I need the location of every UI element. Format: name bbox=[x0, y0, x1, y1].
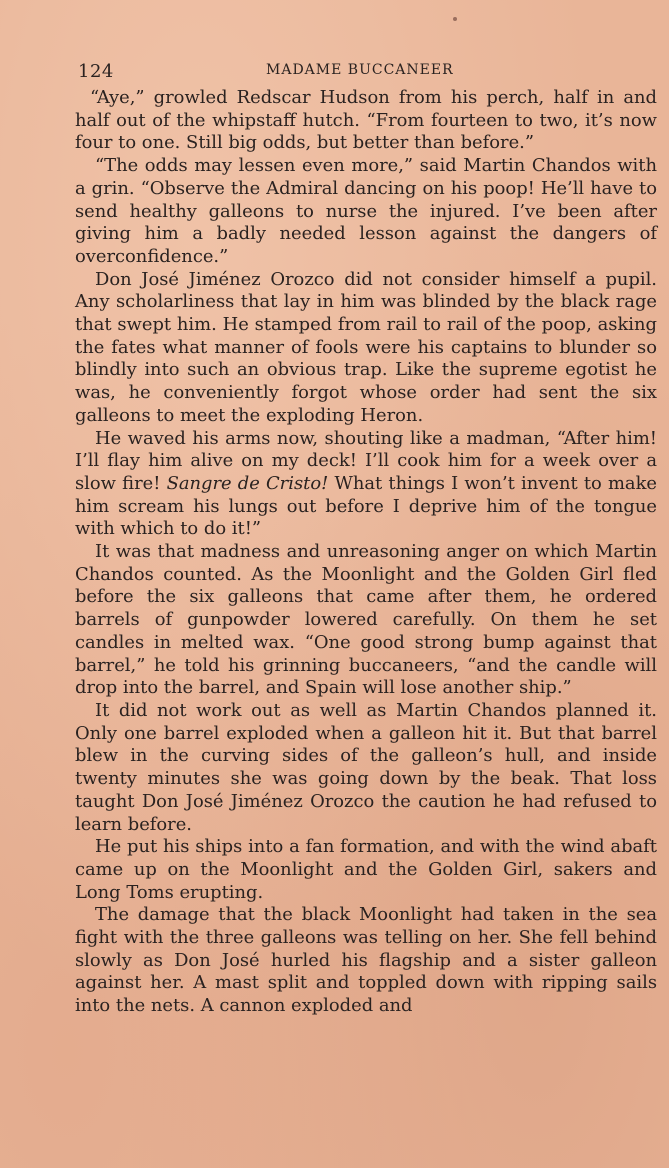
paragraph-7: He put his ships into a fan formation, and with the wind abaft came up on the Moonlight and the Golden Girl, sakers and Long Toms erupting. bbox=[75, 836, 657, 903]
paper-speck bbox=[453, 17, 457, 21]
running-head bbox=[78, 61, 648, 83]
paragraph-4 bbox=[75, 428, 657, 542]
paragraph-4-text-before: He waved his arms now, shouting like a madman, “After him! I’ll flay him alive on my deck! I’ll cook him for a week over a slow fire! bbox=[75, 427, 657, 494]
paragraph-8: The damage that the black Moonlight had taken in the sea fight with the three galleons was telling on her. She fell behind slowly as Don José hurled his flagship and a sister galleon against her. A mast split and toppled down with ripping sails into the nets. A cannon exploded and bbox=[75, 904, 657, 1017]
paragraph-4-text-after: What things I won’t invent to make him scream his lungs out before I deprive him of the tongue with which to do it!” bbox=[75, 472, 657, 540]
paragraph-3: Don José Jiménez Orozco did not consider himself a pupil. Any scholarliness that lay in him was blinded by the black rage that swept him. He stamped from rail to rail of the poop, asking the fates what manner of fools were his captains to blunder so blindly into such an obvious trap. Like the supreme egotist he was, he conveniently forgot whose order had sent the six galleons to meet the exploding Heron. bbox=[75, 268, 657, 426]
paragraph-1: “Aye,” growled Redscar Hudson from his perch, half in and half out of the whipstaff hutch. “From fourteen to two, it’s now four to one. Still big odds, but better than before.” bbox=[75, 87, 657, 154]
book-title: MADAME BUCCANEER bbox=[266, 62, 454, 78]
page-number: 124 bbox=[78, 61, 114, 82]
paragraph-2: “The odds may lessen even more,” said Martin Chandos with a grin. “Observe the Admiral dancing on his poop! He’ll have to send healthy galleons to nurse the injured. I’ve been after giving him a badly needed lesson against the dangers of overconfidence.” bbox=[75, 155, 657, 267]
body-text bbox=[75, 87, 657, 1018]
paragraph-4-italic-phrase: Sangre de Cristo! bbox=[166, 472, 329, 494]
paragraph-6: It did not work out as well as Martin Chandos planned it. Only one barrel exploded when a galleon hit it. But that barrel blew in the curving sides of the galleon’s hull, and inside twenty minutes she was going down by the beak. That loss taught Don José Jiménez Orozco the caution he had refused to learn before. bbox=[75, 699, 657, 835]
paragraph-5: It was that madness and unreasoning anger on which Martin Chandos counted. As the Moonlight and the Golden Girl fled before the six galleons that came after them, he ordered barrels of gunpowder lowered carefully. On them he set candles in melted wax. “One good strong bump against that barrel,” he told his grinning buccaneers, “and the candle will drop into the barrel, and Spain will lose another ship.” bbox=[75, 541, 657, 699]
